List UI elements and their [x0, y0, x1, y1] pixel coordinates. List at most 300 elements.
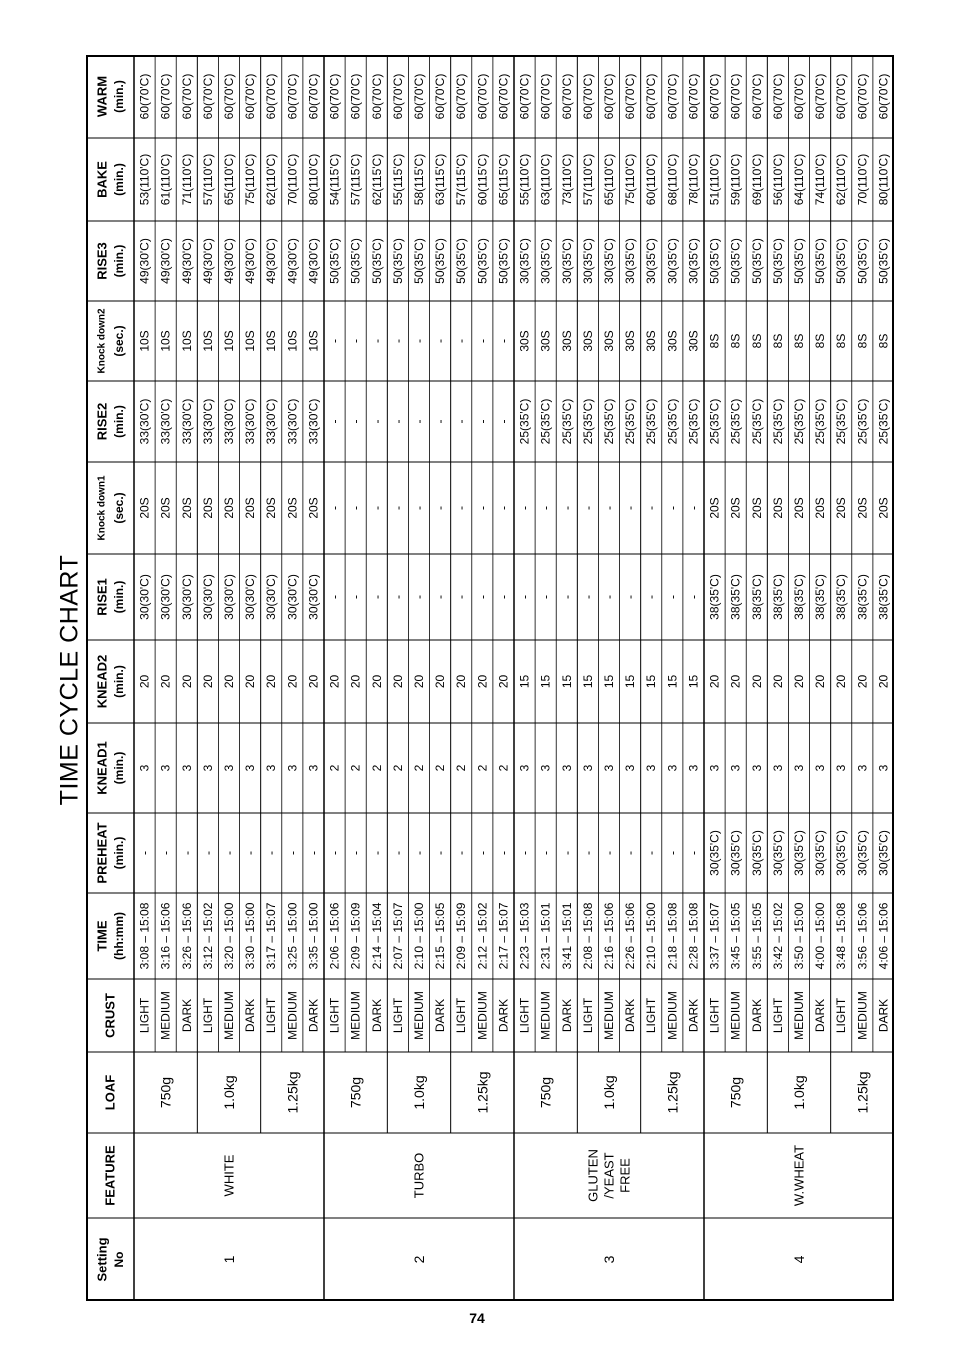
cell-knead2: 20	[137, 674, 152, 689]
cell-warm: 60(70'C)	[580, 73, 595, 120]
cell-warm: 60(70'C)	[475, 73, 490, 120]
cell-warm: 60(70'C)	[243, 73, 258, 120]
cell-rise3: 30(35'C)	[665, 238, 680, 284]
header-knock2: Knock down2	[96, 308, 108, 374]
cell-rise2: -	[327, 419, 342, 424]
cell-warm: 60(70'C)	[559, 73, 574, 120]
setting-number: 2	[411, 1255, 427, 1264]
loaf-label: 750g	[727, 1076, 744, 1109]
cell-rise1: -	[538, 595, 553, 599]
header-warm-unit: (min.)	[112, 80, 126, 113]
header-rise2: RISE2	[94, 402, 110, 441]
cell-rise2: 25(35'C)	[792, 398, 806, 445]
cell-warm: 60(70'C)	[179, 73, 194, 120]
cell-knead2: 20	[369, 674, 384, 689]
loaf-label: 1.0kg	[221, 1075, 237, 1110]
cell-bake: 62(110'C)	[264, 153, 279, 206]
header-bake-unit: (min.)	[112, 163, 126, 196]
cell-knock2: 8S	[728, 333, 743, 349]
cell-preheat: 30(35'C)	[855, 830, 870, 876]
cell-knead2: 20	[200, 674, 215, 689]
cell-rise1: -	[369, 595, 384, 599]
crust-cell: MEDIUM	[538, 991, 553, 1040]
cell-knead1: 2	[390, 764, 405, 772]
cell-time: 3:30 – 15:00	[243, 902, 258, 970]
cell-rise1: -	[559, 595, 574, 599]
cell-bake: 58(115'C)	[412, 153, 426, 206]
cell-rise3: 49(30'C)	[200, 238, 215, 284]
time-cycle-table	[86, 55, 894, 1306]
cell-knock1: 20S	[728, 497, 743, 519]
cell-knock2: 8S	[876, 333, 891, 349]
cell-knead2: 20	[158, 674, 173, 689]
cell-rise1: 30(30'C)	[158, 574, 173, 620]
cell-bake: 63(110'C)	[538, 153, 553, 206]
cell-knead2: 15	[644, 674, 659, 689]
header-knock1-unit: (sec.)	[112, 492, 126, 524]
cell-rise3: 50(35'C)	[707, 238, 722, 284]
cell-warm: 60(70'C)	[707, 73, 722, 120]
crust-cell: MEDIUM	[728, 991, 743, 1040]
cell-rise1: 30(30'C)	[243, 574, 258, 620]
cell-knead1: 3	[158, 764, 173, 772]
cell-time: 2:10 – 15:00	[644, 902, 659, 970]
cell-knock2: 10S	[243, 330, 258, 352]
cell-time: 3:45 – 15:05	[728, 902, 743, 970]
cell-rise3: 50(35'C)	[728, 238, 743, 284]
cell-knock2: 8S	[834, 333, 849, 349]
cell-knock2: 30S	[602, 330, 616, 352]
cell-rise2: 25(35'C)	[834, 398, 849, 445]
cell-knead2: 15	[517, 674, 532, 689]
header-loaf: LOAF	[102, 1074, 118, 1111]
setting-number: 3	[601, 1255, 617, 1264]
cell-rise2: -	[433, 419, 448, 424]
cell-rise2: 25(35'C)	[517, 398, 532, 445]
cell-time: 2:06 – 15:06	[327, 902, 342, 970]
cell-rise1: -	[475, 595, 490, 599]
cell-rise1: -	[580, 595, 595, 599]
crust-cell: LIGHT	[517, 997, 532, 1034]
crust-cell: MEDIUM	[285, 991, 300, 1040]
loaf-label: 1.25kg	[664, 1071, 681, 1114]
cell-warm: 60(70'C)	[644, 73, 659, 120]
cell-rise1: 30(30'C)	[200, 574, 215, 620]
header-knead1-unit: (min.)	[112, 751, 126, 785]
cell-knead2: 15	[665, 674, 680, 689]
loaf-label: 750g	[157, 1076, 174, 1109]
cell-rise3: 50(35'C)	[475, 238, 490, 284]
crust-cell: DARK	[179, 998, 194, 1033]
cell-knead2: 20	[496, 674, 511, 689]
cell-rise2: 25(35'C)	[686, 398, 701, 445]
cell-time: 4:00 – 15:00	[813, 902, 828, 970]
cell-rise3: 30(35'C)	[686, 238, 701, 284]
cell-preheat: -	[602, 851, 616, 855]
cell-preheat: -	[454, 851, 469, 855]
cell-knock1: 20S	[813, 497, 828, 519]
cell-rise2: 25(35'C)	[728, 398, 743, 445]
cell-rise3: 30(35'C)	[623, 238, 638, 284]
cell-knock1: 20S	[749, 497, 764, 519]
cell-knock2: 10S	[222, 330, 236, 352]
cell-knock1: -	[412, 506, 426, 510]
cell-rise3: 50(35'C)	[433, 238, 448, 284]
cell-knock2: 30S	[580, 330, 595, 352]
cell-preheat: 30(35'C)	[813, 830, 828, 876]
cell-rise3: 49(30'C)	[179, 238, 194, 284]
cell-knead1: 3	[644, 764, 659, 772]
cell-rise1: -	[496, 595, 511, 599]
cell-rise2: -	[412, 419, 426, 424]
cell-rise1: 38(35'C)	[834, 574, 849, 620]
cell-preheat: -	[580, 851, 595, 855]
cell-warm: 60(70'C)	[200, 73, 215, 120]
cell-time: 3:35 – 15:00	[306, 902, 321, 970]
loaf-label: 1.25kg	[854, 1071, 871, 1114]
page-number: 74	[469, 1310, 485, 1326]
cell-knead1: 3	[243, 764, 258, 772]
cell-rise1: -	[623, 595, 638, 599]
cell-bake: 57(110'C)	[580, 153, 595, 206]
cell-knock2: 30S	[644, 330, 659, 352]
cell-knead2: 20	[707, 674, 722, 689]
cell-preheat: 30(35'C)	[834, 830, 849, 876]
cell-rise2: 33(30'C)	[243, 398, 258, 445]
cell-time: 3:17 – 15:07	[264, 902, 279, 970]
cell-rise3: 50(35'C)	[348, 238, 363, 284]
cell-knock2: 30S	[623, 330, 638, 352]
cell-warm: 60(70'C)	[623, 73, 638, 120]
cell-knead2: 15	[580, 674, 595, 689]
cell-time: 2:09 – 15:09	[348, 902, 363, 970]
cell-rise1: 38(35'C)	[728, 574, 743, 620]
crust-cell: MEDIUM	[792, 991, 806, 1040]
header-rise1-unit: (min.)	[112, 580, 126, 614]
crust-cell: MEDIUM	[855, 991, 870, 1040]
cell-time: 3:48 – 15:08	[834, 902, 849, 970]
cell-rise2: 25(35'C)	[707, 398, 722, 445]
cell-bake: 62(115'C)	[369, 153, 384, 206]
cell-knock1: -	[496, 506, 511, 510]
header-setting: Setting	[94, 1237, 110, 1282]
cell-knock1: 20S	[179, 497, 194, 519]
cell-preheat: -	[264, 851, 279, 855]
crust-cell: LIGHT	[707, 997, 722, 1034]
cell-knock2: 10S	[200, 330, 215, 352]
cell-warm: 60(70'C)	[834, 73, 849, 120]
cell-knock2: -	[348, 339, 363, 343]
cell-bake: 55(110'C)	[517, 153, 532, 206]
feature-label: WHITE	[221, 1154, 237, 1197]
cell-knock1: 20S	[200, 497, 215, 519]
cell-time: 3:20 – 15:00	[222, 902, 236, 970]
cell-preheat: -	[137, 851, 152, 855]
cell-rise1: -	[517, 595, 532, 599]
loaf-label: 1.25kg	[474, 1071, 491, 1114]
cell-knead1: 3	[306, 764, 321, 772]
cell-knock2: 10S	[158, 330, 173, 352]
cell-rise3: 50(35'C)	[770, 238, 785, 284]
cell-rise1: 38(35'C)	[813, 574, 828, 620]
cell-warm: 60(70'C)	[433, 73, 448, 120]
cell-preheat: -	[644, 851, 659, 855]
cell-rise2: 25(35'C)	[665, 398, 680, 445]
cell-rise1: -	[686, 595, 701, 599]
cell-warm: 60(70'C)	[813, 73, 828, 120]
cell-knock1: -	[602, 506, 616, 510]
header-bake: BAKE	[94, 161, 110, 198]
cell-bake: 75(110'C)	[623, 153, 638, 206]
cell-knead2: 20	[475, 674, 490, 689]
header-preheat-unit: (min.)	[112, 836, 126, 870]
cell-bake: 57(115'C)	[348, 153, 363, 206]
cell-knock1: -	[327, 506, 342, 510]
cell-knead2: 20	[243, 674, 258, 689]
crust-cell: LIGHT	[137, 997, 152, 1034]
cell-rise1: 30(30'C)	[222, 574, 236, 620]
cell-rise3: 49(30'C)	[222, 238, 236, 284]
cell-knock2: -	[390, 339, 405, 343]
cell-rise2: 25(35'C)	[644, 398, 659, 445]
cell-rise2: 25(35'C)	[749, 398, 764, 445]
crust-cell: LIGHT	[644, 997, 659, 1034]
cell-knock1: 20S	[285, 497, 300, 519]
cell-bake: 78(110'C)	[686, 153, 701, 206]
cell-rise1: -	[454, 595, 469, 599]
cell-knead2: 20	[876, 674, 891, 689]
cell-rise1: -	[644, 595, 659, 599]
cell-bake: 65(115'C)	[496, 153, 511, 206]
cell-time: 2:08 – 15:08	[580, 902, 595, 970]
crust-cell: DARK	[369, 998, 384, 1033]
cell-rise2: -	[454, 419, 469, 424]
cell-knead2: 15	[538, 674, 553, 689]
cell-knock1: 20S	[243, 497, 258, 519]
cell-bake: 70(110'C)	[285, 153, 300, 206]
crust-cell: DARK	[559, 998, 574, 1033]
crust-cell: DARK	[243, 998, 258, 1033]
cell-bake: 69(110'C)	[749, 153, 764, 206]
cell-rise3: 30(35'C)	[580, 238, 595, 284]
crust-cell: MEDIUM	[475, 991, 490, 1040]
cell-bake: 65(110'C)	[222, 153, 236, 206]
cell-bake: 74(110'C)	[813, 153, 828, 206]
cell-knock2: 10S	[179, 330, 194, 352]
cell-time: 3:50 – 15:00	[792, 902, 806, 970]
header-rise3: RISE3	[94, 242, 110, 280]
table-svg	[86, 55, 894, 1301]
cell-knead1: 3	[623, 764, 638, 772]
cell-warm: 60(70'C)	[792, 73, 806, 120]
crust-cell: MEDIUM	[665, 991, 680, 1040]
cell-knead2: 20	[433, 674, 448, 689]
cell-warm: 60(70'C)	[728, 73, 743, 120]
cell-time: 2:17 – 15:07	[496, 902, 511, 970]
cell-knock1: 20S	[222, 497, 236, 519]
cell-knock2: 8S	[792, 333, 806, 349]
cell-knead1: 3	[876, 764, 891, 772]
cell-preheat: 30(35'C)	[770, 830, 785, 876]
cell-time: 4:06 – 15:06	[876, 902, 891, 970]
cell-rise2: 33(30'C)	[222, 398, 236, 445]
cell-rise1: -	[433, 595, 448, 599]
cell-rise2: 33(30'C)	[179, 398, 194, 445]
cell-warm: 60(70'C)	[665, 73, 680, 120]
cell-knead2: 15	[686, 674, 701, 689]
cell-warm: 60(70'C)	[222, 73, 236, 120]
cell-time: 2:14 – 15:04	[369, 902, 384, 970]
cell-preheat: -	[243, 851, 258, 855]
header-feature: FEATURE	[102, 1145, 118, 1206]
header-knock1: Knock down1	[96, 475, 108, 541]
cell-knead2: 20	[327, 674, 342, 689]
crust-cell: DARK	[686, 998, 701, 1033]
cell-rise1: 38(35'C)	[707, 574, 722, 620]
cell-warm: 60(70'C)	[855, 73, 870, 120]
cell-rise2: 25(35'C)	[855, 398, 870, 445]
feature-label: /YEAST	[601, 1152, 617, 1199]
cell-rise1: -	[602, 595, 616, 599]
cell-knock2: 30S	[665, 330, 680, 352]
feature-label: GLUTEN	[585, 1149, 601, 1202]
cell-time: 2:16 – 15:06	[602, 902, 616, 970]
cell-knead1: 3	[264, 764, 279, 772]
cell-bake: 63(115'C)	[433, 153, 448, 206]
loaf-label: 1.0kg	[411, 1075, 427, 1110]
cell-knock1: 20S	[834, 497, 849, 519]
cell-rise2: 25(35'C)	[580, 398, 595, 445]
cell-knead1: 2	[454, 764, 469, 772]
cell-knead2: 20	[834, 674, 849, 689]
header-knock2-unit: (sec.)	[112, 325, 126, 357]
cell-knead2: 20	[728, 674, 743, 689]
cell-warm: 60(70'C)	[348, 73, 363, 120]
cell-time: 3:12 – 15:02	[200, 902, 215, 970]
cell-warm: 60(70'C)	[876, 73, 891, 120]
cell-knock2: -	[496, 339, 511, 343]
cell-bake: 68(110'C)	[665, 153, 680, 206]
cell-knead1: 3	[770, 764, 785, 772]
cell-time: 2:10 – 15:00	[412, 902, 426, 970]
cell-rise3: 49(30'C)	[264, 238, 279, 284]
cell-knead2: 20	[306, 674, 321, 689]
cell-knead2: 20	[749, 674, 764, 689]
cell-warm: 60(70'C)	[749, 73, 764, 120]
cell-rise3: 30(35'C)	[644, 238, 659, 284]
cell-rise3: 30(35'C)	[538, 238, 553, 284]
cell-time: 3:26 – 15:06	[179, 902, 194, 970]
cell-time: 3:16 – 15:06	[158, 902, 173, 970]
cell-preheat: -	[475, 851, 490, 855]
cell-knead2: 20	[222, 674, 236, 689]
crust-cell: LIGHT	[454, 997, 469, 1034]
cell-rise3: 30(35'C)	[602, 238, 616, 284]
cell-knock1: -	[623, 506, 638, 510]
header-time-unit: (hh:mm)	[112, 912, 126, 960]
cell-knock2: -	[475, 339, 490, 343]
cell-bake: 60(110'C)	[644, 153, 659, 206]
cell-knock1: 20S	[770, 497, 785, 519]
cell-knock1: -	[580, 506, 595, 510]
cell-rise3: 49(30'C)	[306, 238, 321, 284]
cell-rise3: 50(35'C)	[496, 238, 511, 284]
chart-title	[50, 554, 90, 806]
cell-warm: 60(70'C)	[454, 73, 469, 120]
cell-warm: 60(70'C)	[412, 73, 426, 120]
cell-warm: 60(70'C)	[137, 73, 152, 120]
cell-preheat: 30(35'C)	[749, 830, 764, 876]
crust-cell: LIGHT	[770, 997, 785, 1034]
cell-warm: 60(70'C)	[158, 73, 173, 120]
cell-knead1: 3	[707, 764, 722, 772]
cell-rise1: -	[348, 595, 363, 599]
cell-knead2: 20	[855, 674, 870, 689]
cell-rise1: 38(35'C)	[770, 574, 785, 620]
cell-rise2: 33(30'C)	[306, 398, 321, 445]
crust-cell: DARK	[433, 998, 448, 1033]
cell-knead1: 2	[412, 764, 426, 772]
cell-bake: 71(110'C)	[179, 153, 194, 206]
cell-knock2: -	[454, 339, 469, 343]
cell-knock1: -	[644, 506, 659, 510]
cell-bake: 56(110'C)	[770, 153, 785, 206]
cell-knock2: 8S	[855, 333, 870, 349]
cell-knead1: 3	[792, 764, 806, 772]
crust-cell: LIGHT	[580, 997, 595, 1034]
cell-rise3: 30(35'C)	[517, 238, 532, 284]
cell-knead2: 15	[559, 674, 574, 689]
cell-rise3: 50(35'C)	[834, 238, 849, 284]
cell-time: 2:12 – 15:02	[475, 902, 490, 970]
cell-rise3: 50(35'C)	[792, 238, 806, 284]
cell-knead1: 3	[749, 764, 764, 772]
cell-bake: 60(115'C)	[475, 153, 490, 206]
cell-knock2: -	[369, 339, 384, 343]
header-knead2: KNEAD2	[94, 654, 110, 709]
cell-bake: 80(110'C)	[306, 153, 321, 206]
loaf-label: 1.0kg	[791, 1075, 807, 1110]
cell-rise1: 30(30'C)	[285, 574, 300, 620]
cell-rise3: 49(30'C)	[158, 238, 173, 284]
cell-knead2: 20	[264, 674, 279, 689]
cell-knead1: 2	[327, 764, 342, 772]
cell-knead2: 15	[623, 674, 638, 689]
cell-preheat: -	[348, 851, 363, 855]
cell-knead1: 3	[813, 764, 828, 772]
cell-time: 2:31 – 15:01	[538, 902, 553, 970]
cell-preheat: -	[369, 851, 384, 855]
cell-knead1: 2	[433, 764, 448, 772]
cell-knead2: 20	[792, 674, 806, 689]
cell-knead1: 3	[179, 764, 194, 772]
header-preheat: PREHEAT	[94, 822, 110, 884]
cell-preheat: 30(35'C)	[728, 830, 743, 876]
feature-label: W.WHEAT	[791, 1144, 807, 1207]
cell-rise3: 50(35'C)	[749, 238, 764, 284]
header-knead2-unit: (min.)	[112, 665, 126, 698]
cell-rise2: 25(35'C)	[602, 398, 616, 445]
cell-rise3: 50(35'C)	[876, 238, 891, 284]
cell-knock1: -	[517, 506, 532, 510]
cell-rise3: 50(35'C)	[813, 238, 828, 284]
cell-knock2: 30S	[538, 330, 553, 352]
crust-cell: MEDIUM	[602, 991, 616, 1040]
cell-knead2: 20	[348, 674, 363, 689]
cell-rise1: -	[412, 595, 426, 599]
cell-rise1: 38(35'C)	[749, 574, 764, 620]
cell-knock1: 20S	[306, 497, 321, 519]
